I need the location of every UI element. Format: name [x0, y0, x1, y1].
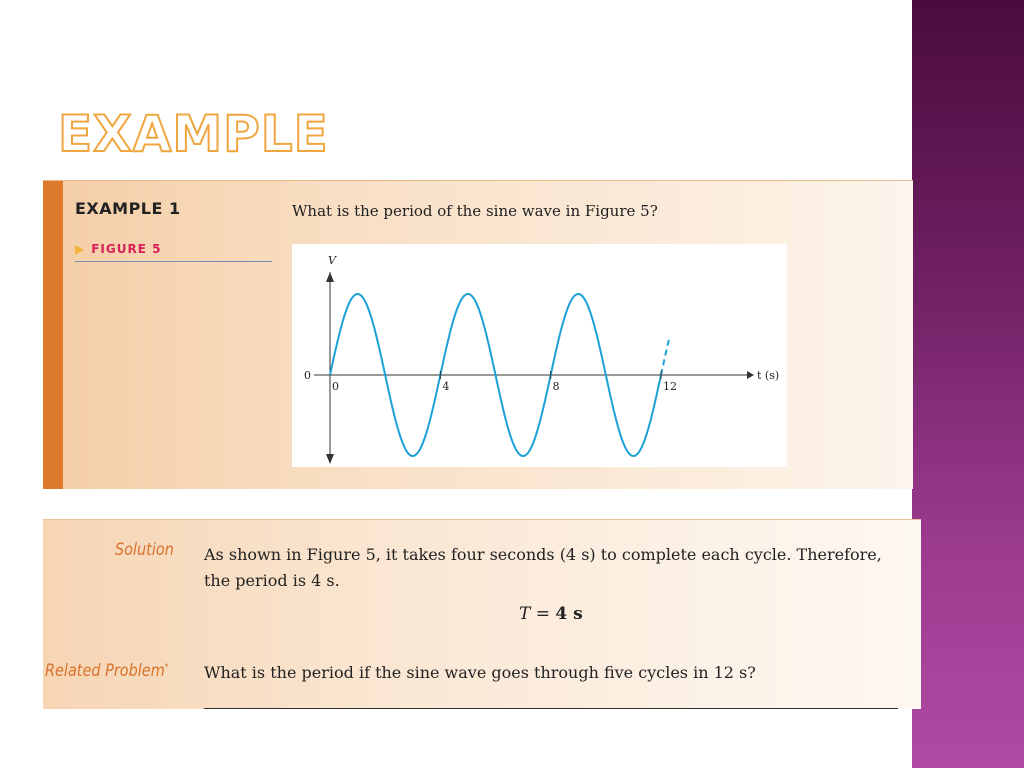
x-axis-label: t (s) — [757, 369, 780, 382]
figure-label — [75, 242, 161, 256]
sine-series-continuation — [661, 338, 669, 375]
x-tick-label: 12 — [663, 380, 677, 393]
solution-panel — [43, 519, 921, 709]
example-panel — [43, 180, 913, 489]
equation-rhs: 4 s — [555, 604, 583, 624]
sine-wave-figure — [292, 244, 787, 467]
example-question: What is the period of the sine wave in Figure 5? — [292, 202, 658, 220]
x-axis-arrow — [747, 371, 754, 379]
period-equation — [519, 604, 583, 624]
x-tick-label: 8 — [552, 380, 560, 393]
y-axis-arrow-top — [326, 272, 334, 282]
related-problem-text: What is the period if the sine wave goes through five cycles in 12 s? — [204, 663, 756, 682]
triangle-arrow-icon: ▶ — [75, 242, 86, 256]
example-label: EXAMPLE 1 — [75, 199, 181, 218]
related-marker: * — [164, 662, 169, 673]
panel-accent-stripe — [43, 181, 63, 489]
x-tick-label: 4 — [442, 380, 450, 393]
equation-operator: = — [530, 604, 556, 624]
decorative-side-bar — [912, 0, 1024, 768]
chart-ticks — [304, 254, 779, 393]
y-axis-arrow-bottom — [326, 454, 334, 464]
figure-label-rule — [75, 261, 272, 262]
solution-text: As shown in Figure 5, it takes four seconds (4 s) to complete each cycle. Therefore, the period is 4 s. — [204, 545, 882, 590]
slide-title: EXAMPLE — [58, 105, 329, 163]
equation-lhs: T — [519, 604, 531, 624]
solution-label: Solution — [115, 540, 174, 560]
y-axis-label: V — [328, 254, 336, 267]
related-label-text: Related Problem — [45, 661, 165, 681]
y-tick-label: 0 — [304, 369, 311, 382]
chart-axes — [314, 272, 754, 464]
x-tick-label: 0 — [332, 380, 339, 393]
related-problem-label — [45, 661, 169, 681]
figure-label-text: FIGURE 5 — [91, 242, 162, 256]
sine-wave-chart — [292, 244, 787, 467]
bottom-rule — [204, 708, 898, 709]
